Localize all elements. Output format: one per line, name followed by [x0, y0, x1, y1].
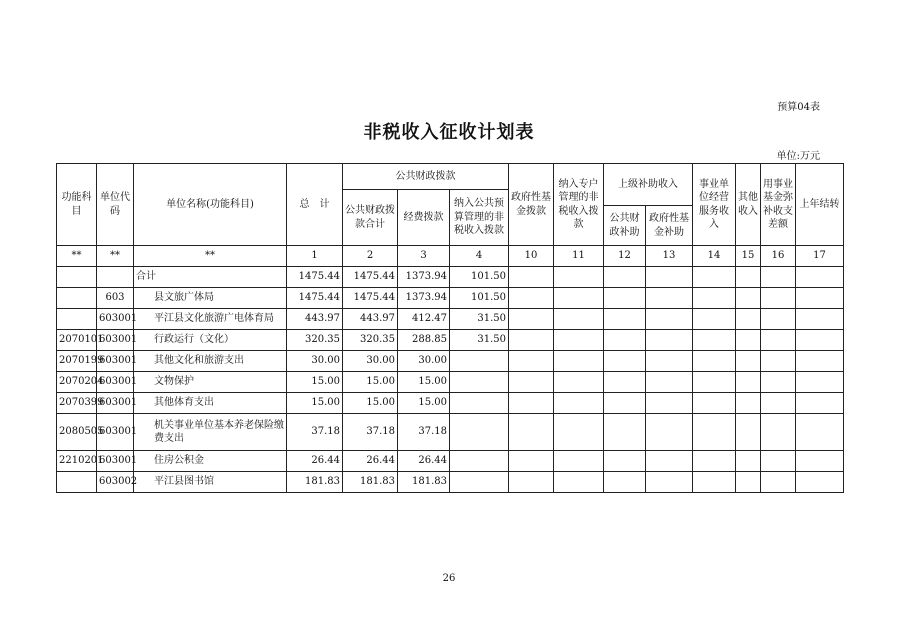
fund-offset-cell [761, 372, 796, 393]
fund-offset-cell [761, 309, 796, 330]
special-nontax-cell [554, 309, 604, 330]
index-cell: 13 [646, 246, 693, 267]
table-row [57, 330, 844, 351]
public-budget-nontax-cell [450, 393, 509, 414]
func-code-cell: 2210201 [57, 451, 97, 472]
total-cell: 30.00 [287, 351, 343, 372]
header-unit-code: 单位代码 [97, 164, 134, 246]
public-budget-nontax-cell [450, 414, 509, 451]
expense-allocation-cell: 288.85 [398, 330, 450, 351]
other-income-cell [736, 267, 761, 288]
other-income-cell [736, 451, 761, 472]
business-income-cell [693, 288, 736, 309]
index-cell: ** [134, 246, 287, 267]
public-finance-total-cell: 15.00 [343, 393, 398, 414]
public-budget-nontax-cell [450, 472, 509, 493]
public-budget-nontax-cell: 31.50 [450, 330, 509, 351]
index-cell: 11 [554, 246, 604, 267]
public-budget-nontax-cell: 101.50 [450, 267, 509, 288]
func-code-cell [57, 288, 97, 309]
carryover-cell [796, 267, 844, 288]
gov-fund-cell [509, 472, 554, 493]
other-income-cell [736, 330, 761, 351]
public-finance-subsidy-cell [604, 288, 646, 309]
public-finance-total-cell: 26.44 [343, 451, 398, 472]
public-budget-nontax-cell [450, 372, 509, 393]
plan-table [56, 163, 844, 493]
business-income-cell [693, 330, 736, 351]
carryover-cell [796, 372, 844, 393]
business-income-cell [693, 472, 736, 493]
total-cell: 443.97 [287, 309, 343, 330]
header-public-finance-total: 公共财政拨款合计 [343, 190, 398, 246]
table-row [57, 414, 844, 451]
unit-name-cell: 机关事业单位基本养老保险缴费支出 [134, 414, 287, 451]
other-income-cell [736, 288, 761, 309]
public-finance-total-cell: 443.97 [343, 309, 398, 330]
special-nontax-cell [554, 267, 604, 288]
gov-fund-subsidy-cell [646, 372, 693, 393]
gov-fund-subsidy-cell [646, 451, 693, 472]
gov-fund-cell [509, 288, 554, 309]
func-code-cell: 2070204 [57, 372, 97, 393]
special-nontax-cell [554, 414, 604, 451]
index-cell: 3 [398, 246, 450, 267]
special-nontax-cell [554, 288, 604, 309]
gov-fund-cell [509, 309, 554, 330]
func-code-cell [57, 309, 97, 330]
header-unit-name: 单位名称(功能科目) [134, 164, 287, 246]
unit-name-cell: 合计 [134, 267, 287, 288]
index-cell: ** [97, 246, 134, 267]
public-finance-subsidy-cell [604, 330, 646, 351]
public-finance-subsidy-cell [604, 372, 646, 393]
unit-name-cell: 平江县文化旅游广电体育局 [134, 309, 287, 330]
business-income-cell [693, 372, 736, 393]
index-cell: 12 [604, 246, 646, 267]
expense-allocation-cell: 30.00 [398, 351, 450, 372]
other-income-cell [736, 393, 761, 414]
fund-offset-cell [761, 351, 796, 372]
unit-code-cell: 603001 [97, 309, 134, 330]
other-income-cell [736, 472, 761, 493]
table-row [57, 309, 844, 330]
unit-name-cell: 平江县图书馆 [134, 472, 287, 493]
gov-fund-subsidy-cell [646, 414, 693, 451]
gov-fund-cell [509, 267, 554, 288]
func-code-cell [57, 267, 97, 288]
carryover-cell [796, 393, 844, 414]
total-cell: 181.83 [287, 472, 343, 493]
index-cell: 16 [761, 246, 796, 267]
other-income-cell [736, 414, 761, 451]
carryover-cell [796, 351, 844, 372]
unit-code-cell: 603001 [97, 351, 134, 372]
public-finance-subsidy-cell [604, 309, 646, 330]
fund-offset-cell [761, 393, 796, 414]
expense-allocation-cell: 26.44 [398, 451, 450, 472]
index-cell: 4 [450, 246, 509, 267]
public-finance-total-cell: 320.35 [343, 330, 398, 351]
total-cell: 37.18 [287, 414, 343, 451]
func-code-cell: 2070199 [57, 351, 97, 372]
header-public-finance: 公共财政拨款 [343, 164, 509, 190]
special-nontax-cell [554, 451, 604, 472]
gov-fund-cell [509, 414, 554, 451]
public-finance-total-cell: 37.18 [343, 414, 398, 451]
total-cell: 15.00 [287, 372, 343, 393]
form-code: 预算04表 [777, 102, 820, 113]
public-finance-total-cell: 30.00 [343, 351, 398, 372]
gov-fund-cell [509, 393, 554, 414]
special-nontax-cell [554, 472, 604, 493]
index-cell: 1 [287, 246, 343, 267]
total-cell: 26.44 [287, 451, 343, 472]
header-special-nontax: 纳入专户管理的非税收入拨款 [554, 164, 604, 246]
unit-label: 单位:万元 [776, 151, 820, 162]
total-cell: 1475.44 [287, 288, 343, 309]
unit-name-cell: 县文旅广体局 [134, 288, 287, 309]
special-nontax-cell [554, 351, 604, 372]
public-finance-subsidy-cell [604, 451, 646, 472]
table-row [57, 372, 844, 393]
header-expense-allocation: 经费拨款 [398, 190, 450, 246]
total-cell: 320.35 [287, 330, 343, 351]
gov-fund-subsidy-cell [646, 393, 693, 414]
gov-fund-cell [509, 372, 554, 393]
special-nontax-cell [554, 330, 604, 351]
business-income-cell [693, 451, 736, 472]
table-row [57, 267, 844, 288]
unit-code-cell: 603 [97, 288, 134, 309]
index-cell: 15 [736, 246, 761, 267]
unit-code-cell: 603001 [97, 414, 134, 451]
unit-name-cell: 行政运行（文化） [134, 330, 287, 351]
unit-code-cell: 603001 [97, 393, 134, 414]
page-number: 26 [442, 573, 456, 584]
table-row [57, 472, 844, 493]
fund-offset-cell [761, 451, 796, 472]
fund-offset-cell [761, 414, 796, 451]
table-row [57, 393, 844, 414]
public-budget-nontax-cell: 101.50 [450, 288, 509, 309]
total-cell: 15.00 [287, 393, 343, 414]
index-cell: 10 [509, 246, 554, 267]
expense-allocation-cell: 1373.94 [398, 288, 450, 309]
fund-offset-cell [761, 267, 796, 288]
business-income-cell [693, 414, 736, 451]
other-income-cell [736, 309, 761, 330]
unit-name-cell: 其他文化和旅游支出 [134, 351, 287, 372]
table-row [57, 451, 844, 472]
fund-offset-cell [761, 288, 796, 309]
carryover-cell [796, 472, 844, 493]
expense-allocation-cell: 37.18 [398, 414, 450, 451]
special-nontax-cell [554, 393, 604, 414]
header-other-income: 其他收入 [736, 164, 761, 246]
public-finance-subsidy-cell [604, 414, 646, 451]
gov-fund-cell [509, 451, 554, 472]
header-gov-fund: 政府性基金拨款 [509, 164, 554, 246]
unit-code-cell: 603001 [97, 451, 134, 472]
expense-allocation-cell: 412.47 [398, 309, 450, 330]
index-cell: 17 [796, 246, 844, 267]
header-carryover: 上年结转 [796, 164, 844, 246]
index-row [57, 246, 844, 267]
gov-fund-subsidy-cell [646, 351, 693, 372]
func-code-cell: 2070399 [57, 393, 97, 414]
index-cell: 2 [343, 246, 398, 267]
unit-name-cell: 其他体育支出 [134, 393, 287, 414]
gov-fund-subsidy-cell [646, 330, 693, 351]
table-row [57, 288, 844, 309]
gov-fund-subsidy-cell [646, 288, 693, 309]
header-total: 总 计 [287, 164, 343, 246]
expense-allocation-cell: 1373.94 [398, 267, 450, 288]
public-budget-nontax-cell [450, 351, 509, 372]
special-nontax-cell [554, 372, 604, 393]
public-finance-subsidy-cell [604, 393, 646, 414]
index-cell: ** [57, 246, 97, 267]
other-income-cell [736, 372, 761, 393]
unit-code-cell: 603001 [97, 372, 134, 393]
index-cell: 14 [693, 246, 736, 267]
func-code-cell [57, 472, 97, 493]
header-gov-fund-subsidy: 政府性基金补助 [646, 206, 693, 246]
carryover-cell [796, 330, 844, 351]
header-fund-offset: 用事业基金弥补收支差额 [761, 164, 796, 246]
gov-fund-subsidy-cell [646, 472, 693, 493]
other-income-cell [736, 351, 761, 372]
expense-allocation-cell: 181.83 [398, 472, 450, 493]
public-budget-nontax-cell [450, 451, 509, 472]
unit-code-cell: 603001 [97, 330, 134, 351]
public-finance-total-cell: 1475.44 [343, 267, 398, 288]
func-code-cell: 2070101 [57, 330, 97, 351]
carryover-cell [796, 414, 844, 451]
business-income-cell [693, 309, 736, 330]
public-finance-total-cell: 181.83 [343, 472, 398, 493]
expense-allocation-cell: 15.00 [398, 372, 450, 393]
public-finance-subsidy-cell [604, 472, 646, 493]
gov-fund-subsidy-cell [646, 267, 693, 288]
business-income-cell [693, 267, 736, 288]
fund-offset-cell [761, 472, 796, 493]
header-public-finance-subsidy: 公共财政补助 [604, 206, 646, 246]
expense-allocation-cell: 15.00 [398, 393, 450, 414]
business-income-cell [693, 393, 736, 414]
fund-offset-cell [761, 330, 796, 351]
header-func-code: 功能科目 [57, 164, 97, 246]
func-code-cell: 2080505 [57, 414, 97, 451]
page-title: 非税收入征收计划表 [363, 122, 535, 143]
public-finance-total-cell: 1475.44 [343, 288, 398, 309]
carryover-cell [796, 288, 844, 309]
header-business-income: 事业单位经营服务收入 [693, 164, 736, 246]
carryover-cell [796, 451, 844, 472]
business-income-cell [693, 351, 736, 372]
gov-fund-subsidy-cell [646, 309, 693, 330]
gov-fund-cell [509, 330, 554, 351]
public-finance-total-cell: 15.00 [343, 372, 398, 393]
table-row [57, 351, 844, 372]
header-superior-subsidy: 上级补助收入 [604, 164, 693, 206]
public-finance-subsidy-cell [604, 267, 646, 288]
gov-fund-cell [509, 351, 554, 372]
header-public-budget-nontax: 纳入公共预算管理的非税收入拨款 [450, 190, 509, 246]
unit-code-cell: 603002 [97, 472, 134, 493]
unit-name-cell: 住房公积金 [134, 451, 287, 472]
public-budget-nontax-cell: 31.50 [450, 309, 509, 330]
unit-name-cell: 文物保护 [134, 372, 287, 393]
public-finance-subsidy-cell [604, 351, 646, 372]
unit-code-cell [97, 267, 134, 288]
carryover-cell [796, 309, 844, 330]
total-cell: 1475.44 [287, 267, 343, 288]
